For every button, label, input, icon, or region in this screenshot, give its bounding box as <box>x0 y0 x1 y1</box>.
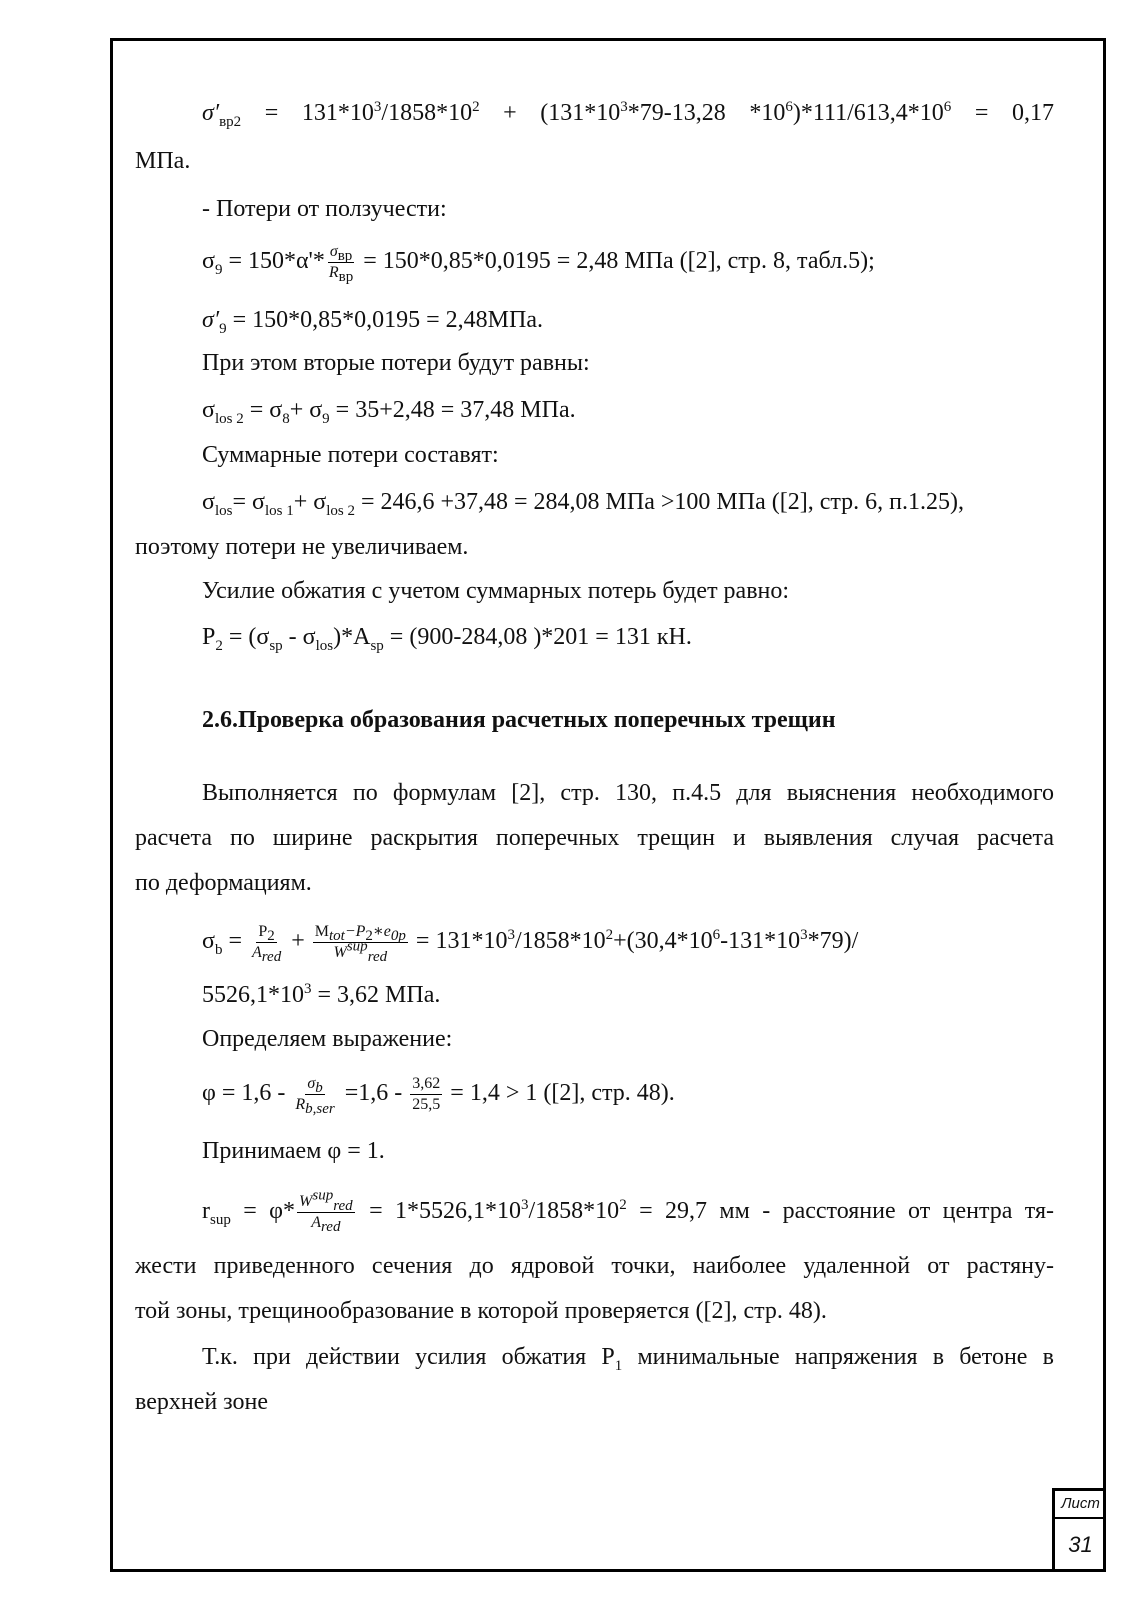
paragraph-last-cont: верхней зоне <box>135 1389 269 1415</box>
formula-rsup: $r_{sup} = \varphi*$ $\frac{W^{sup}_{red}}{A_{red}}$ = $1*5526,1*10^3/1858*10^2 = 29,7$ мм - расстояние от центра тя- <box>202 1187 1054 1236</box>
define-expression: Определяем выражение: <box>202 1026 453 1052</box>
formula-sigma-9-prime: $\sigma'_9 = 150*0,85*0,0195 = 2,48МПа$. <box>202 307 543 337</box>
force-intro: Усилие обжатия с учетом суммарных потерь будет равно: <box>202 578 790 604</box>
fraction-wred-ared: $\frac{W^{sup}_{red}}{A_{red}}$ <box>299 1187 353 1236</box>
paragraph-line: расчета по ширине раскрытия поперечных трещин и выявления случая расчета <box>135 825 1054 851</box>
formula-sigma-9: $\sigma_9 = 150*\alpha'*$ $\frac{\sigma_{вр}}{R_{вр}}$ = 150*0,85*0,0195 = 2,48 МПа ([2], стр. 8, табл.5); <box>202 243 875 286</box>
paragraph-line: Выполняется по формулам [2], стр. 130, п.4.5 для выяснения необходимого <box>202 780 1054 806</box>
sheet-number: 31 <box>1068 1532 1093 1557</box>
formula-phi: φ = 1,6 - $\frac{\sigma_b}{R_{b,ser}}$ =1,6 - $\frac{3,62}{25,5}$ = 1,4 > 1 ([2], стр. 48). <box>202 1075 675 1118</box>
fraction-svr-rvr: $\frac{\sigma_{вр}}{R_{вр}}$ <box>328 243 354 286</box>
fraction-mtot-wred: $\frac{M_{tot}-P_2∗e_{0p}}{W^{sup}_{red}}$ <box>314 923 406 966</box>
paragraph-line: той зоны, трещинообразование в которой проверяется ([2], стр. 48). <box>135 1298 827 1324</box>
formula-sigma-b: $\sigma_b$ = $\frac{P_2}{A_{red}}$ + $\frac{M_{tot}-P_2∗e_{0p}}{W^{sup}_{red}}$ = $131*10^3/1858*10^2+(30,4*10^6-131*10^3*79)/$ <box>202 923 859 966</box>
section-heading: 2.6.Проверка образования расчетных поперечных трещин <box>202 707 836 733</box>
formula-sigma-vr2: $\sigma'_{вр2} = 131*10^3/1858*10^2 + (131*10^3*79-13,28$ $*10^6)*111/613,4*10^6 = 0,17$ <box>202 99 1054 130</box>
fraction-362-255: $\frac{3,62}{25,5}$ <box>412 1075 441 1113</box>
fraction-p2-ared: $\frac{P_2}{A_{red}}$ <box>251 923 282 966</box>
formula-sigma-vr2-cont: МПа. <box>135 148 191 174</box>
formula-sigma-los-cont: поэтому потери не увеличиваем. <box>135 534 469 560</box>
fraction-sb-rbser: $\frac{\sigma_b}{R_{b,ser}}$ <box>295 1075 335 1118</box>
second-losses-intro: При этом вторые потери будут равны: <box>202 350 590 376</box>
sheet-label: Лист <box>1055 1491 1106 1519</box>
total-losses-intro: Суммарные потери составят: <box>202 442 499 468</box>
paragraph-line: жести приведенного сечения до ядровой точки, наиболее удаленной от растяну- <box>135 1253 1054 1279</box>
formula-sigma-b-cont: $5526,1*10^3 = 3,62$ МПа. <box>202 981 441 1008</box>
formula-p2: $P_2 = (\sigma_{sp} - \sigma_{los})*A_{sp} = (900-284,08$ )*201 = 131 кН. <box>202 624 692 654</box>
accept-phi: Принимаем φ = 1. <box>202 1138 385 1164</box>
creep-losses-title: - Потери от ползучести: <box>202 196 447 222</box>
sheet-stamp <box>1052 1488 1106 1572</box>
formula-sigma-los: $\sigma_{los}= \sigma_{los 1}+ \sigma_{los 2} = 246,6 +37,48 = 284,08$ МПа >100 МПа ([2], стр. 6, п.1.25), <box>202 489 964 519</box>
formula-sigma-los2: $\sigma_{los 2} = \sigma_8+ \sigma_9 = 35+2,48 = 37,48$ МПа. <box>202 397 576 427</box>
paragraph-last: Т.к. при действии усилия обжатия $Р_1$ минимальные напряжения в бетоне в <box>202 1344 1054 1374</box>
paragraph-line: по деформациям. <box>135 870 312 896</box>
